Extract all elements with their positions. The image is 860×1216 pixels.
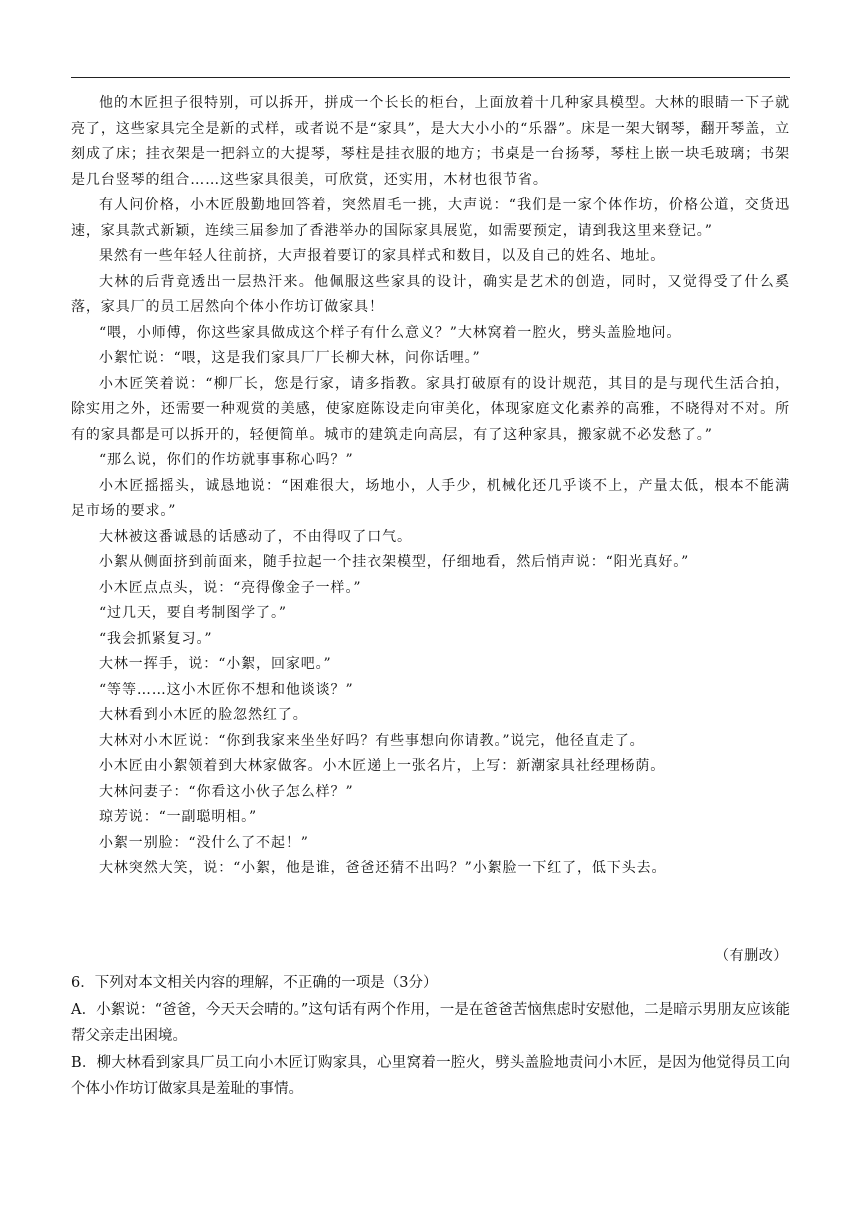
paragraph: 果然有一些年轻人往前挤，大声报着要订的家具样式和数目，以及自己的姓名、地址。 [99, 248, 666, 264]
paragraph: “过几天，要自考制图学了。” [99, 605, 287, 621]
paragraph: 大林被这番诚恳的话感动了，不由得叹了口气。 [99, 528, 412, 545]
paragraph: “我会抓紧复习。” [99, 630, 213, 647]
paragraph: 小木匠笑着说：“柳厂长，您是行家，请多指教。家具打破原有的设计规范，其目的是与现代生活合拍，除实用之外，还需要一种观赏的美感，使家庭陈设走向审美化，体现家庭文化素养的高雅，不晓得对不对。所有的家具都是可以拆开的，轻便简单。城市的建筑走向高层，有了这种家具，搬家就不必发愁了。” [71, 375, 790, 443]
paragraph: 大林问妻子：“你看这小伙子怎么样？” [99, 783, 354, 800]
option-b: B．柳大林看到家具厂员工向小木匠订购家具，心里窝着一腔火，劈头盖脸地责问小木匠，是因为他觉得员工向个体小作坊订做家具是羞耻的事情。 [71, 1054, 790, 1097]
paragraph: 小木匠由小絮领着到大林家做客。小木匠递上一张名片，上写：新潮家具社经理杨荫。 [99, 758, 666, 774]
paragraph: 小絮一别脸：“没什么了不起！” [99, 834, 309, 851]
header-rule [71, 77, 790, 78]
paragraph: 大林的后背竟透出一层热汗来。他佩服这些家具的设计，确实是艺术的创造，同时，又觉得受了什么奚落，家具厂的员工居然向个体小作坊订做家具！ [71, 273, 790, 315]
paragraph: 大林突然大笑，说：“小絮，他是谁，爸爸还猜不出吗？”小絮脸一下红了，低下头去。 [99, 860, 667, 876]
paragraph: “喂，小师傅，你这些家具做成这个样子有什么意义？”大林窝着一腔火，劈头盖脸地问。 [99, 324, 682, 341]
story-excerpt [71, 91, 790, 882]
paragraph: 小木匠点点头，说：“亮得像金子一样。” [99, 579, 362, 596]
paragraph: “那么说，你们的作坊就事事称心吗？” [99, 452, 354, 468]
paragraph: 琼芳说：“一副聪明相。” [99, 809, 258, 825]
paragraph: 他的木匠担子很特别，可以拆开，拼成一个长长的柜台，上面放着十几种家具模型。大林的眼睛一下子就亮了，这些家具完全是新的式样，或者说不是“家具”，是大大小小的“乐器”。床是一架大钢琴，翻开琴盖，立刻成了床；挂衣架是一把斜立的大提琴，琴柱是挂衣服的地方；书桌是一台扬琴，琴柱上嵌一块毛玻璃；书架是几台竖琴的组合……这些家具很美，可欣赏，还实用，木材也很节省。 [71, 95, 790, 188]
question-block [71, 970, 790, 1103]
paragraph: 有人问价格，小木匠殷勤地回答着，突然眉毛一挑，大声说：“我们是一家个体作坊，价格公道，交货迅速，家具款式新颖，连续三届参加了香港举办的国际家具展览，如需要预定，请到我这里来登记。” [71, 197, 790, 239]
source-note: （有删改） [715, 948, 788, 964]
paragraph: 大林看到小木匠的脸忽然红了。 [99, 707, 308, 723]
option-a: A．小絮说：“爸爸，今天天会晴的。”这句话有两个作用，一是在爸爸苦恼焦虑时安慰他，二是暗示男朋友应该能帮父亲走出困境。 [71, 1001, 790, 1044]
question-stem: 6．下列对本文相关内容的理解，不正确的一项是（3分） [71, 975, 438, 991]
paragraph: 小木匠摇摇头，诚恳地说：“困难很大，场地小，人手少，机械化还几乎谈不上，产量太低，根本不能满足市场的要求。” [71, 477, 790, 519]
paragraph: 大林对小木匠说：“你到我家来坐坐好吗？有些事想向你请教。”说完，他径直走了。 [99, 732, 645, 749]
paragraph: 小絮从侧面挤到前面来，随手拉起一个挂衣架模型，仔细地看，然后悄声说：“阳光真好。” [99, 554, 690, 570]
paragraph: “等等……这小木匠你不想和他谈谈？” [99, 681, 354, 698]
paragraph: 大林一挥手，说：“小絮，回家吧。” [99, 656, 332, 672]
paragraph: 小絮忙说：“喂，这是我们家具厂厂长柳大林，问你话哩。” [99, 350, 481, 366]
